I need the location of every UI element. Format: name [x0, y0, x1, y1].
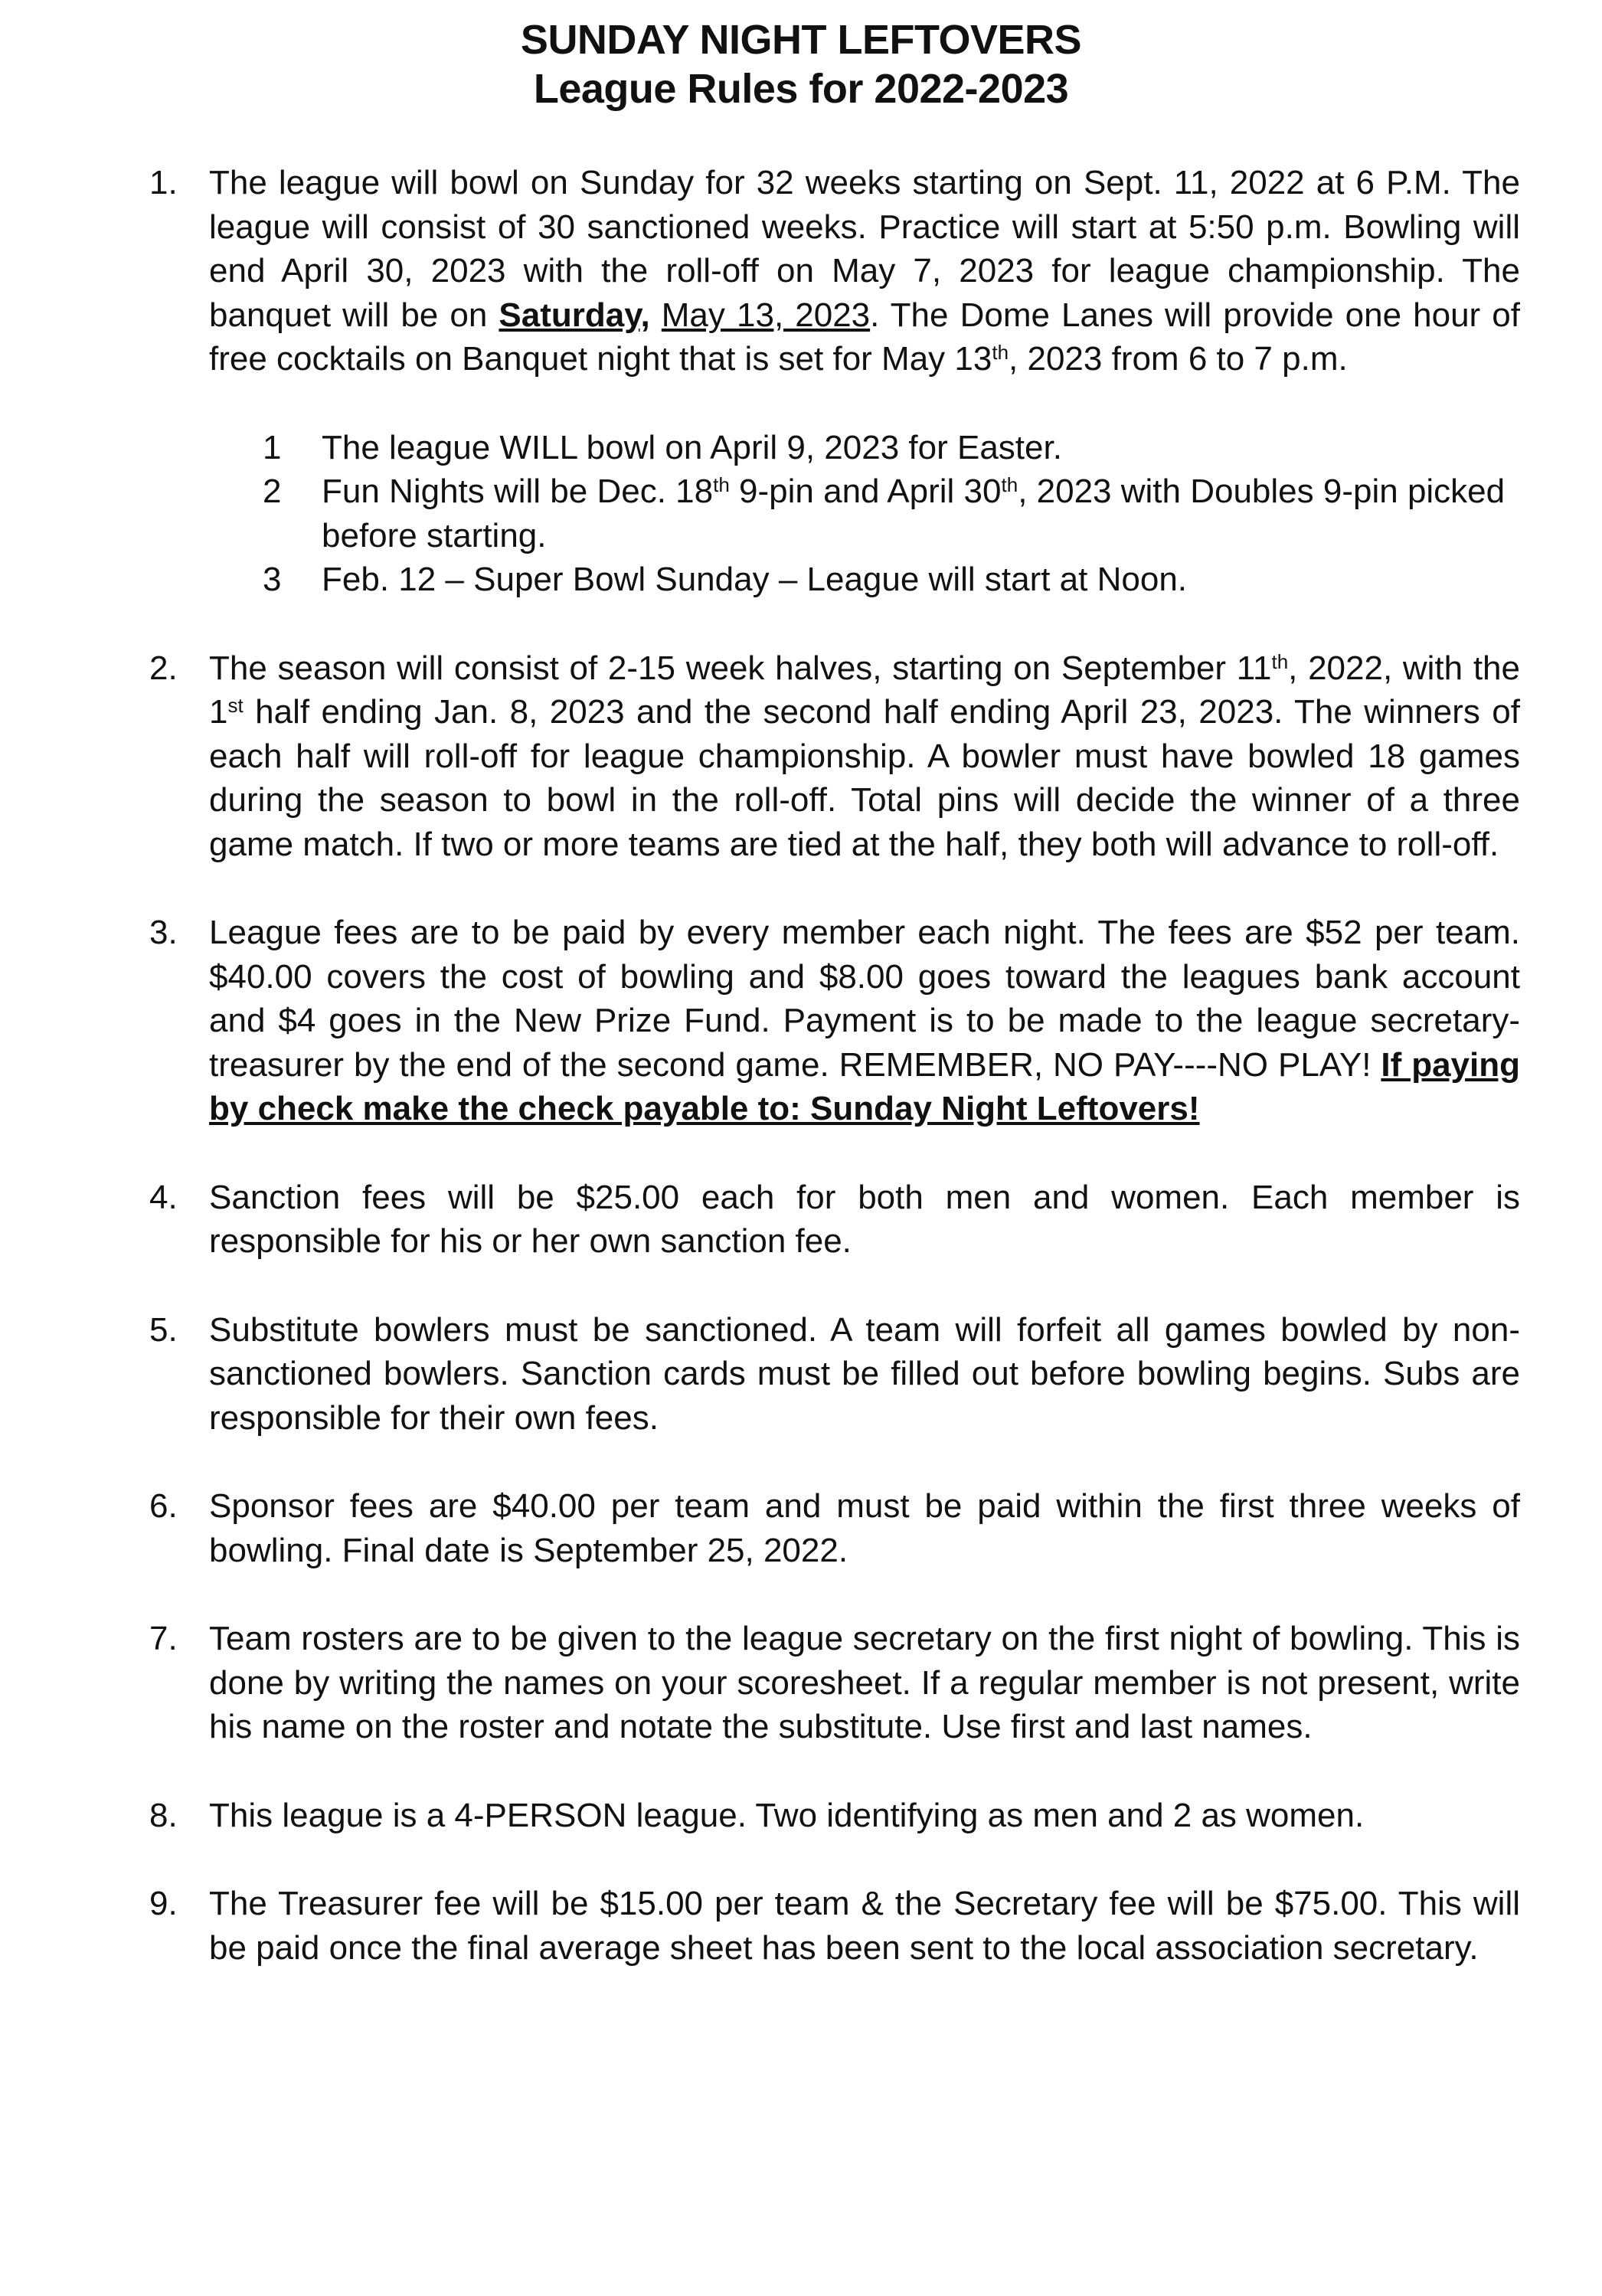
- sub-item-number: 1: [263, 428, 282, 466]
- banquet-day: Saturday,: [499, 296, 650, 334]
- rule-number: 4.: [149, 1178, 178, 1216]
- rule-text: [209, 1882, 1520, 1970]
- rule-text-part: This league is a 4-PERSON league. Two identifying as men and 2 as women.: [209, 1796, 1365, 1834]
- rule-text: [209, 1794, 1520, 1838]
- rule-text: [209, 646, 1520, 867]
- sub-item-text-part: , 2023 with Doubles 9-pin picked before starting.: [322, 473, 1506, 554]
- sub-item: [263, 558, 1520, 602]
- sub-item-number: 3: [263, 561, 282, 598]
- ordinal-suffix: th: [1271, 649, 1289, 673]
- rule-item: [149, 646, 1520, 867]
- rule-item: [149, 1308, 1520, 1441]
- rule-text-part: League fees are to be paid by every member each night. The fees are $52 per team. $40.00 covers the cost of bowling and $8.00 goes toward the leagues bank account and $4 goes in the New Prize Fund. Payment is to be made to the league secretary-treasurer by the end of the second game. REMEMBER, NO PAY----NO PLAY!: [209, 914, 1520, 1084]
- ordinal-suffix: st: [227, 694, 244, 717]
- rule-number: 6.: [149, 1487, 178, 1525]
- rule-text-part: . The Dome Lanes will provide one hour of free cocktails on Banquet night that is set for May 13: [209, 296, 1521, 378]
- rule-text: [209, 1176, 1520, 1264]
- sub-item-text-part: Feb. 12 – Super Bowl Sunday – League will start at Noon.: [322, 561, 1188, 598]
- rule-number: 9.: [149, 1885, 178, 1922]
- rule-item: [149, 1794, 1520, 1838]
- rule-text: [209, 1617, 1520, 1749]
- rule-number: 5.: [149, 1310, 178, 1349]
- rule-text-part: The Treasurer fee will be $15.00 per team & the Secretary fee will be $75.00. This will be paid once the final average sheet has been sent to the local association secretary.: [209, 1885, 1520, 1967]
- rule-text: [209, 1484, 1520, 1572]
- ordinal-suffix: th: [992, 341, 1009, 364]
- rule-number: 8.: [149, 1796, 178, 1834]
- sub-item-number: 2: [263, 473, 282, 510]
- rule-item: [149, 911, 1520, 1131]
- document-subtitle: League Rules for 2022-2023: [533, 66, 1069, 112]
- rule-text: [209, 1308, 1520, 1441]
- rule-text-part: Substitute bowlers must be sanctioned. A team will forfeit all games bowled by non-sanctioned bowlers. Sanction cards must be filled out before bowling begins. Subs are responsible for their own fees.: [209, 1310, 1520, 1437]
- rule-number: 3.: [149, 914, 178, 951]
- rule-text-part: , 2022, with the 1: [209, 649, 1520, 731]
- rule-number: 1.: [149, 164, 178, 201]
- rule-number: 7.: [149, 1620, 178, 1657]
- rule-text: [209, 911, 1520, 1131]
- banquet-date: May 13, 2023: [661, 296, 871, 334]
- rule-item: [149, 1176, 1520, 1264]
- ordinal-suffix: th: [1001, 473, 1018, 496]
- rule-subitems: [263, 426, 1520, 602]
- rule-text-part: half ending Jan. 8, 2023 and the second half ending April 23, 2023. The winners of each half will roll-off for league championship. A bowler must have bowled 18 games during the season to bowl in the roll-off. Total pins will decide the winner of a three game match. If two or more teams are tied at the half, they both will advance to roll-off.: [209, 693, 1520, 863]
- ordinal-suffix: th: [713, 473, 730, 496]
- sub-item-text-part: The league WILL bowl on April 9, 2023 for Easter.: [322, 428, 1062, 466]
- check-payable-note: If paying by check make the check payable to: Sunday Night Leftovers!: [209, 1045, 1520, 1127]
- document-header: [0, 15, 1602, 113]
- sub-item-text: [322, 469, 1520, 558]
- rule-item: [149, 1882, 1520, 1970]
- rule-text: [209, 161, 1520, 381]
- sub-item: [263, 426, 1520, 470]
- rule-text-part: The season will consist of 2-15 week halves, starting on September 11: [209, 649, 1272, 687]
- rule-text-part: Sanction fees will be $25.00 each for both men and women. Each member is responsible for his or her own sanction fee.: [209, 1178, 1520, 1260]
- rule-text-part: [650, 296, 662, 334]
- document-title: SUNDAY NIGHT LEFTOVERS: [520, 17, 1082, 63]
- sub-item-text-part: Fun Nights will be Dec. 18: [322, 473, 714, 510]
- rule-text-part: , 2023 from 6 to 7 p.m.: [1009, 340, 1348, 378]
- rule-item: [149, 1484, 1520, 1572]
- rule-text-part: The league will bowl on Sunday for 32 weeks starting on Sept. 11, 2022 at 6 P.M. The league will consist of 30 sanctioned weeks. Practice will start at 5:50 p.m. Bowling will end April 30, 2023 with the roll-off on May 7, 2023 for league championship. The banquet will be on: [209, 164, 1520, 334]
- sub-item-text: [322, 426, 1520, 470]
- rule-text-part: Sponsor fees are $40.00 per team and must be paid within the first three weeks of bowling. Final date is September 25, 2022.: [209, 1487, 1520, 1569]
- rule-number: 2.: [149, 649, 178, 687]
- rule-item: [149, 161, 1520, 602]
- sub-item-text: [322, 558, 1520, 602]
- rule-text-part: Team rosters are to be given to the league secretary on the first night of bowling. This is done by writing the names on your scoresheet. If a regular member is not present, write his name on the roster and notate the substitute. Use first and last names.: [209, 1620, 1520, 1745]
- sub-item-text-part: 9-pin and April 30: [729, 473, 1002, 510]
- rule-item: [149, 1617, 1520, 1749]
- sub-item: [263, 469, 1520, 558]
- rules-list: [149, 161, 1520, 2014]
